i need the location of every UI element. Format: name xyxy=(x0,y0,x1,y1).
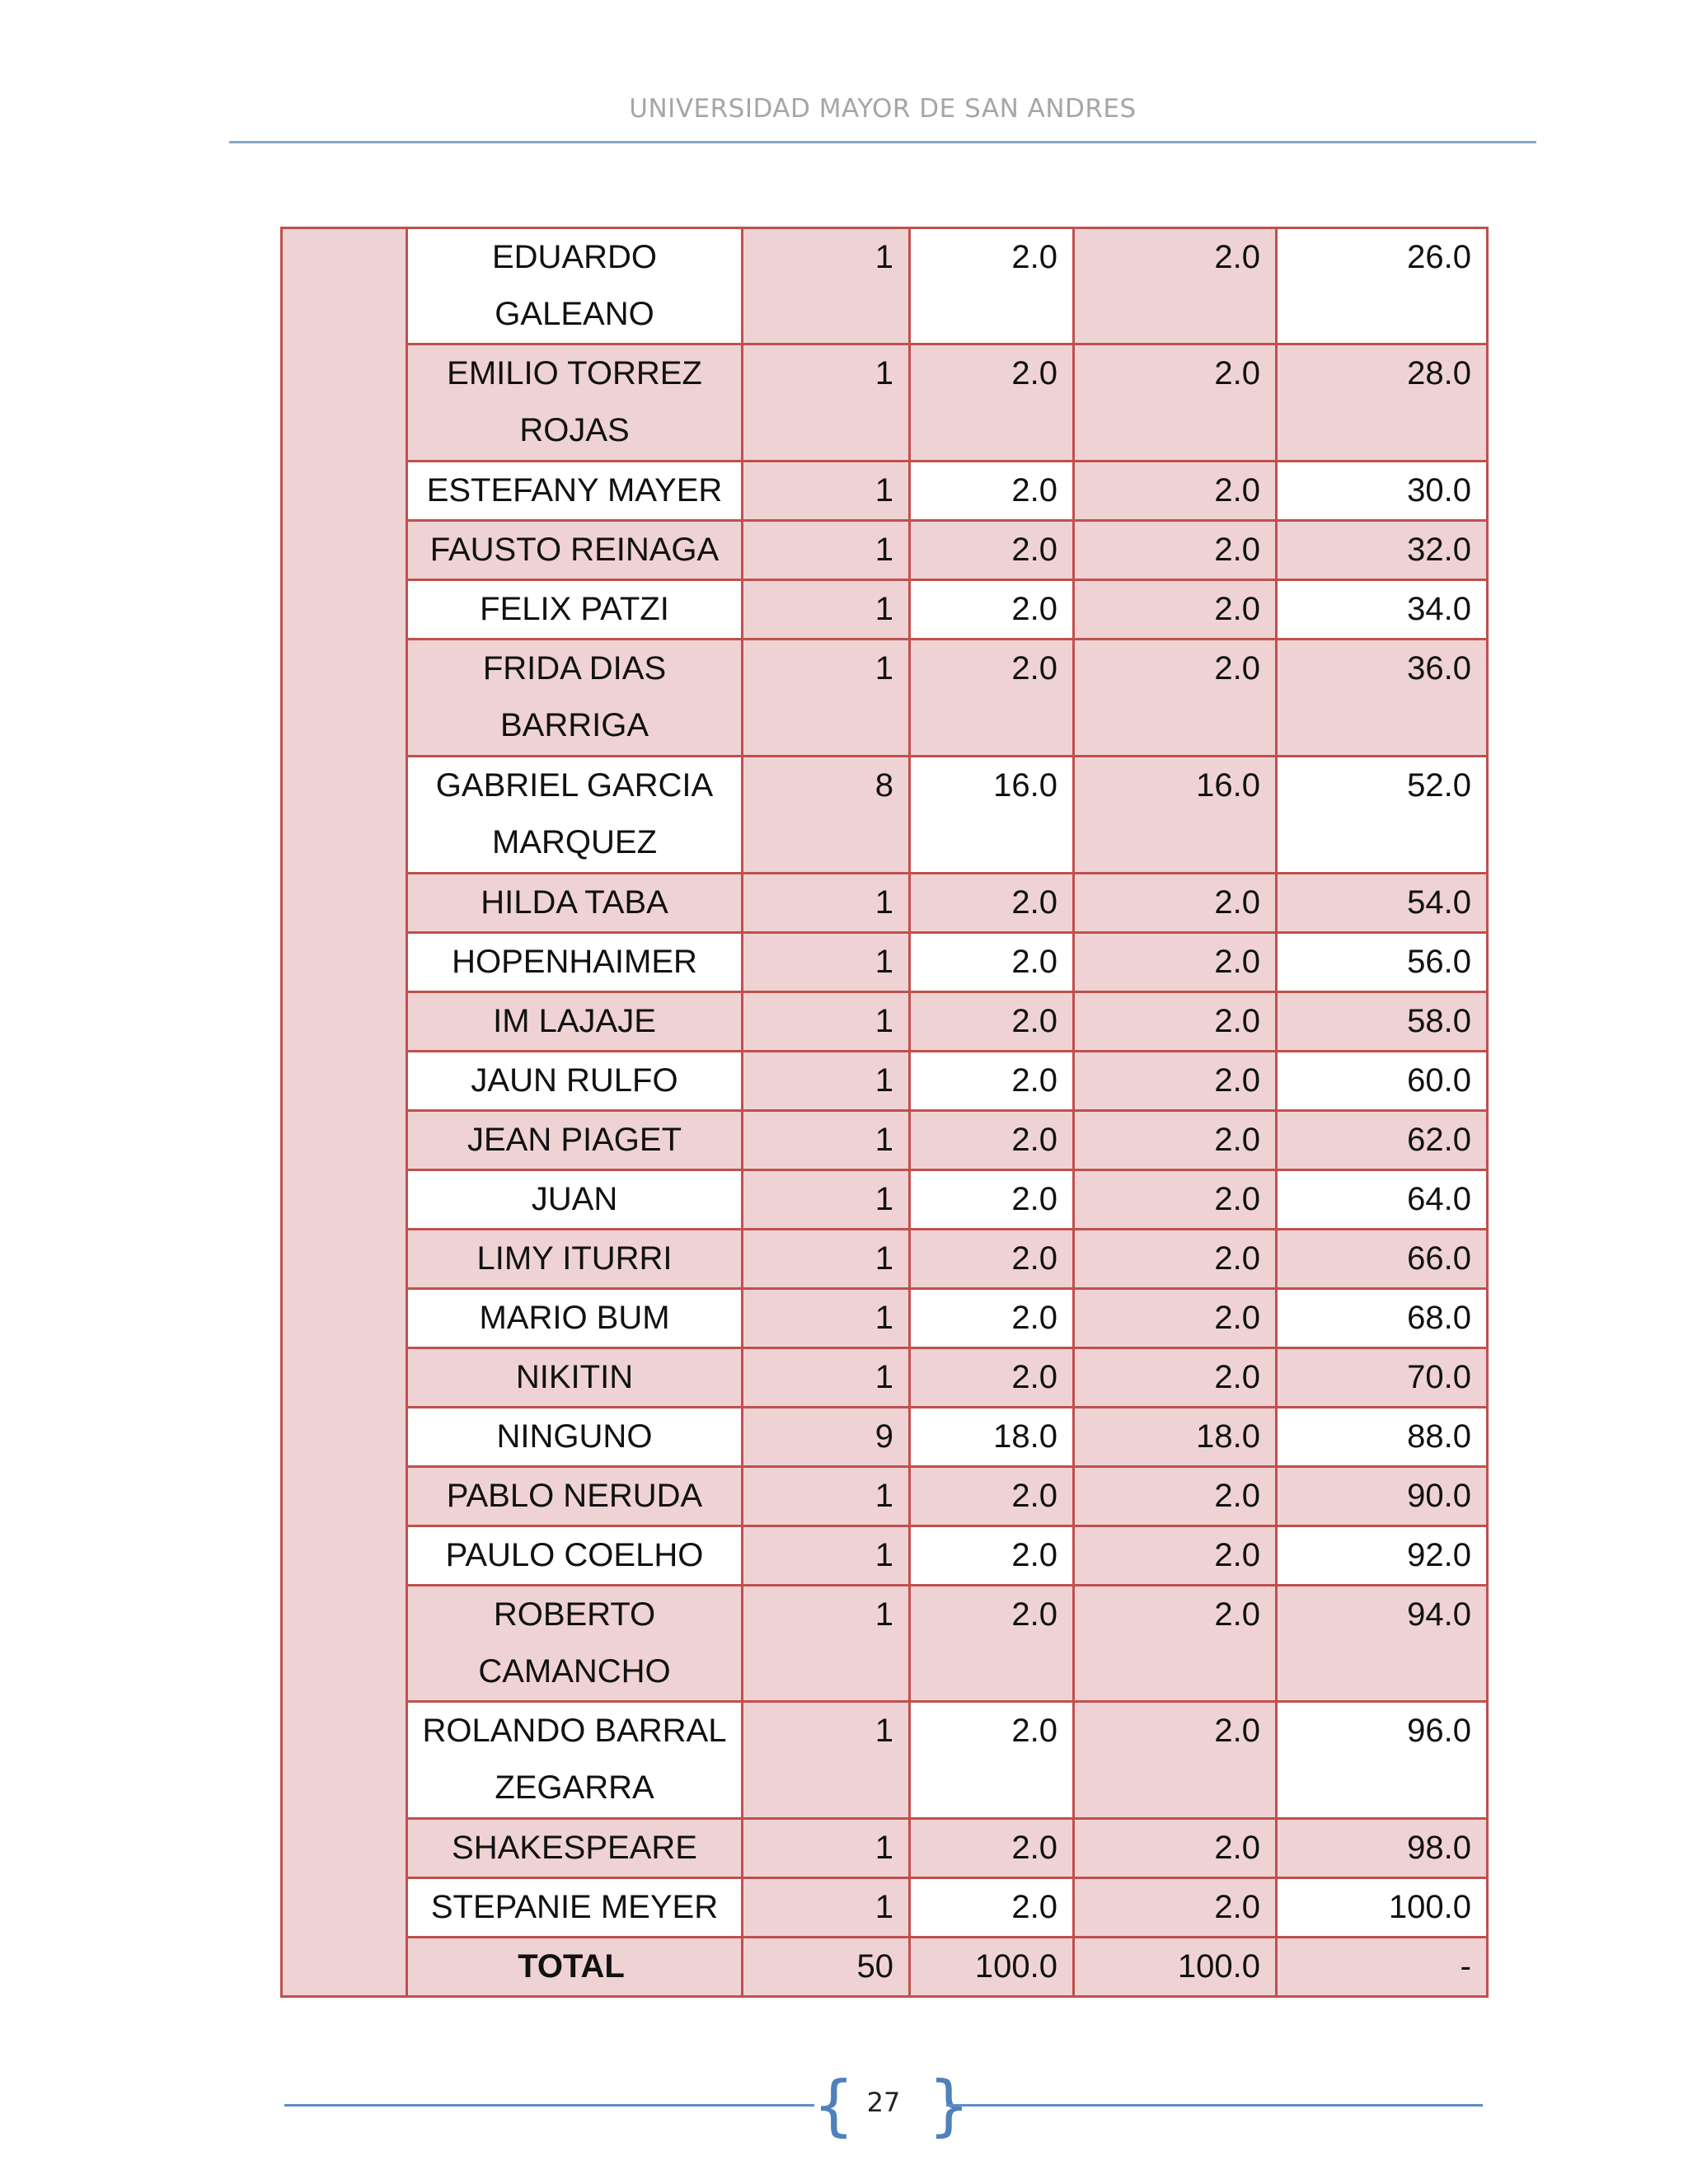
valid-percent-cell: 2.0 xyxy=(1074,228,1277,344)
cumulative-percent-cell: 96.0 xyxy=(1277,1702,1488,1819)
cumulative-percent-cell: 90.0 xyxy=(1277,1467,1488,1526)
group-cell xyxy=(282,1702,407,1819)
author-name-cell: JAUN RULFO xyxy=(407,1052,743,1111)
group-cell xyxy=(282,344,407,462)
author-name-cell: STEPANIE MEYER xyxy=(407,1878,743,1938)
table-row xyxy=(282,1348,1488,1408)
cumulative-percent-cell: 30.0 xyxy=(1277,462,1488,521)
cumulative-percent-cell: 62.0 xyxy=(1277,1111,1488,1170)
group-cell xyxy=(282,874,407,933)
percent-cell: 2.0 xyxy=(910,874,1074,933)
valid-percent-cell: 2.0 xyxy=(1074,1170,1277,1230)
valid-percent-cell: 2.0 xyxy=(1074,992,1277,1052)
author-name-cell: NIKITIN xyxy=(407,1348,743,1408)
group-cell xyxy=(282,992,407,1052)
valid-percent-cell: 16.0 xyxy=(1074,757,1277,874)
group-cell xyxy=(282,228,407,344)
frequency-cell: 9 xyxy=(743,1408,910,1467)
percent-cell: 2.0 xyxy=(910,933,1074,992)
page-header-title: UNIVERSIDAD MAYOR DE SAN ANDRES xyxy=(629,94,1137,124)
footer-rule-right xyxy=(946,2104,1483,2107)
table-row xyxy=(282,1819,1488,1878)
group-cell xyxy=(282,1052,407,1111)
group-cell xyxy=(282,640,407,757)
cumulative-percent-cell: 36.0 xyxy=(1277,640,1488,757)
cumulative-percent-cell: 92.0 xyxy=(1277,1526,1488,1586)
cumulative-percent-cell: 28.0 xyxy=(1277,344,1488,462)
table-row xyxy=(282,1526,1488,1586)
frequency-cell: 1 xyxy=(743,462,910,521)
table-row xyxy=(282,521,1488,580)
frequency-cell: 1 xyxy=(743,1230,910,1289)
author-name-cell: ROLANDO BARRAL ZEGARRA xyxy=(407,1702,743,1819)
author-name-cell: FRIDA DIAS BARRIGA xyxy=(407,640,743,757)
left-brace-icon: { xyxy=(813,2067,855,2144)
author-name-cell: ROBERTO CAMANCHO xyxy=(407,1586,743,1702)
table-row xyxy=(282,992,1488,1052)
frequency-cell: 1 xyxy=(743,992,910,1052)
valid-percent-cell: 18.0 xyxy=(1074,1408,1277,1467)
valid-percent-cell: 2.0 xyxy=(1074,933,1277,992)
table-row xyxy=(282,1230,1488,1289)
percent-cell: 2.0 xyxy=(910,1586,1074,1702)
table-row xyxy=(282,344,1488,462)
valid-percent-cell: 2.0 xyxy=(1074,1111,1277,1170)
group-cell xyxy=(282,1230,407,1289)
frequency-cell: 1 xyxy=(743,1052,910,1111)
total-cumulative-cell: - xyxy=(1277,1938,1488,1997)
percent-cell: 2.0 xyxy=(910,1878,1074,1938)
frequency-cell: 1 xyxy=(743,228,910,344)
page-number: 27 xyxy=(866,2087,901,2118)
frequency-cell: 1 xyxy=(743,580,910,640)
group-cell xyxy=(282,1408,407,1467)
cumulative-percent-cell: 94.0 xyxy=(1277,1586,1488,1702)
total-label-cell: TOTAL xyxy=(407,1938,743,1997)
percent-cell: 2.0 xyxy=(910,1230,1074,1289)
footer-rule-left xyxy=(284,2104,814,2107)
author-name-cell: PAULO COELHO xyxy=(407,1526,743,1586)
valid-percent-cell: 2.0 xyxy=(1074,1467,1277,1526)
table-row xyxy=(282,1111,1488,1170)
author-name-cell: EDUARDO GALEANO xyxy=(407,228,743,344)
table-row xyxy=(282,1289,1488,1348)
valid-percent-cell: 2.0 xyxy=(1074,1230,1277,1289)
cumulative-percent-cell: 56.0 xyxy=(1277,933,1488,992)
frequency-cell: 1 xyxy=(743,1878,910,1938)
percent-cell: 2.0 xyxy=(910,462,1074,521)
cumulative-percent-cell: 52.0 xyxy=(1277,757,1488,874)
group-cell xyxy=(282,580,407,640)
group-cell xyxy=(282,1586,407,1702)
percent-cell: 2.0 xyxy=(910,1819,1074,1878)
valid-percent-cell: 2.0 xyxy=(1074,1702,1277,1819)
author-name-cell: PABLO NERUDA xyxy=(407,1467,743,1526)
table-row xyxy=(282,1052,1488,1111)
table-row xyxy=(282,1408,1488,1467)
valid-percent-cell: 2.0 xyxy=(1074,1289,1277,1348)
group-cell xyxy=(282,933,407,992)
frequency-table xyxy=(280,227,1489,1998)
table-row xyxy=(282,933,1488,992)
percent-cell: 2.0 xyxy=(910,992,1074,1052)
table-row xyxy=(282,462,1488,521)
valid-percent-cell: 2.0 xyxy=(1074,462,1277,521)
author-name-cell: ESTEFANY MAYER xyxy=(407,462,743,521)
percent-cell: 2.0 xyxy=(910,1702,1074,1819)
valid-percent-cell: 2.0 xyxy=(1074,580,1277,640)
cumulative-percent-cell: 68.0 xyxy=(1277,1289,1488,1348)
author-name-cell: HOPENHAIMER xyxy=(407,933,743,992)
group-cell xyxy=(282,1526,407,1586)
percent-cell: 2.0 xyxy=(910,1170,1074,1230)
table-row xyxy=(282,580,1488,640)
cumulative-percent-cell: 70.0 xyxy=(1277,1348,1488,1408)
valid-percent-cell: 2.0 xyxy=(1074,1052,1277,1111)
total-percent-cell: 100.0 xyxy=(910,1938,1074,1997)
group-cell xyxy=(282,1170,407,1230)
valid-percent-cell: 2.0 xyxy=(1074,1348,1277,1408)
cumulative-percent-cell: 58.0 xyxy=(1277,992,1488,1052)
valid-percent-cell: 2.0 xyxy=(1074,1586,1277,1702)
table-row xyxy=(282,874,1488,933)
frequency-cell: 1 xyxy=(743,344,910,462)
total-valid-percent-cell: 100.0 xyxy=(1074,1938,1277,1997)
cumulative-percent-cell: 66.0 xyxy=(1277,1230,1488,1289)
table-row xyxy=(282,1702,1488,1819)
cumulative-percent-cell: 54.0 xyxy=(1277,874,1488,933)
frequency-cell: 1 xyxy=(743,1467,910,1526)
author-name-cell: IM LAJAJE xyxy=(407,992,743,1052)
group-cell xyxy=(282,1878,407,1938)
group-cell xyxy=(282,1938,407,1997)
author-name-cell: EMILIO TORREZ ROJAS xyxy=(407,344,743,462)
right-brace-icon: } xyxy=(928,2067,970,2144)
percent-cell: 18.0 xyxy=(910,1408,1074,1467)
frequency-cell: 1 xyxy=(743,874,910,933)
frequency-cell: 1 xyxy=(743,1111,910,1170)
valid-percent-cell: 2.0 xyxy=(1074,1819,1277,1878)
valid-percent-cell: 2.0 xyxy=(1074,521,1277,580)
author-name-cell: JUAN xyxy=(407,1170,743,1230)
author-name-cell: HILDA TABA xyxy=(407,874,743,933)
valid-percent-cell: 2.0 xyxy=(1074,874,1277,933)
cumulative-percent-cell: 32.0 xyxy=(1277,521,1488,580)
percent-cell: 2.0 xyxy=(910,640,1074,757)
percent-cell: 2.0 xyxy=(910,1467,1074,1526)
author-name-cell: LIMY ITURRI xyxy=(407,1230,743,1289)
percent-cell: 2.0 xyxy=(910,228,1074,344)
frequency-table-body xyxy=(282,228,1488,1997)
author-name-cell: FAUSTO REINAGA xyxy=(407,521,743,580)
valid-percent-cell: 2.0 xyxy=(1074,1526,1277,1586)
author-name-cell: MARIO BUM xyxy=(407,1289,743,1348)
frequency-cell: 1 xyxy=(743,1348,910,1408)
percent-cell: 2.0 xyxy=(910,1052,1074,1111)
frequency-cell: 1 xyxy=(743,1526,910,1586)
group-cell xyxy=(282,757,407,874)
frequency-cell: 1 xyxy=(743,1586,910,1702)
group-cell xyxy=(282,1819,407,1878)
total-frequency-cell: 50 xyxy=(743,1938,910,1997)
frequency-cell: 1 xyxy=(743,640,910,757)
author-name-cell: FELIX PATZI xyxy=(407,580,743,640)
group-cell xyxy=(282,1467,407,1526)
author-name-cell: JEAN PIAGET xyxy=(407,1111,743,1170)
frequency-cell: 8 xyxy=(743,757,910,874)
frequency-cell: 1 xyxy=(743,1702,910,1819)
percent-cell: 2.0 xyxy=(910,1289,1074,1348)
cumulative-percent-cell: 60.0 xyxy=(1277,1052,1488,1111)
group-cell xyxy=(282,1111,407,1170)
cumulative-percent-cell: 98.0 xyxy=(1277,1819,1488,1878)
frequency-cell: 1 xyxy=(743,1289,910,1348)
percent-cell: 2.0 xyxy=(910,1348,1074,1408)
frequency-cell: 1 xyxy=(743,521,910,580)
table-row xyxy=(282,1170,1488,1230)
author-name-cell: NINGUNO xyxy=(407,1408,743,1467)
frequency-cell: 1 xyxy=(743,1170,910,1230)
frequency-cell: 1 xyxy=(743,1819,910,1878)
table-row xyxy=(282,1467,1488,1526)
cumulative-percent-cell: 64.0 xyxy=(1277,1170,1488,1230)
percent-cell: 2.0 xyxy=(910,521,1074,580)
author-name-cell: GABRIEL GARCIA MARQUEZ xyxy=(407,757,743,874)
cumulative-percent-cell: 100.0 xyxy=(1277,1878,1488,1938)
valid-percent-cell: 2.0 xyxy=(1074,640,1277,757)
percent-cell: 2.0 xyxy=(910,580,1074,640)
author-name-cell: SHAKESPEARE xyxy=(407,1819,743,1878)
valid-percent-cell: 2.0 xyxy=(1074,1878,1277,1938)
group-cell xyxy=(282,521,407,580)
table-row xyxy=(282,228,1488,344)
cumulative-percent-cell: 26.0 xyxy=(1277,228,1488,344)
table-row xyxy=(282,757,1488,874)
group-cell xyxy=(282,462,407,521)
percent-cell: 2.0 xyxy=(910,1526,1074,1586)
valid-percent-cell: 2.0 xyxy=(1074,344,1277,462)
table-row xyxy=(282,1878,1488,1938)
percent-cell: 2.0 xyxy=(910,1111,1074,1170)
group-cell xyxy=(282,1289,407,1348)
percent-cell: 16.0 xyxy=(910,757,1074,874)
table-total-row xyxy=(282,1938,1488,1997)
group-cell xyxy=(282,1348,407,1408)
percent-cell: 2.0 xyxy=(910,344,1074,462)
table-row xyxy=(282,1586,1488,1702)
cumulative-percent-cell: 34.0 xyxy=(1277,580,1488,640)
header-rule xyxy=(229,141,1536,143)
table-row xyxy=(282,640,1488,757)
frequency-cell: 1 xyxy=(743,933,910,992)
cumulative-percent-cell: 88.0 xyxy=(1277,1408,1488,1467)
